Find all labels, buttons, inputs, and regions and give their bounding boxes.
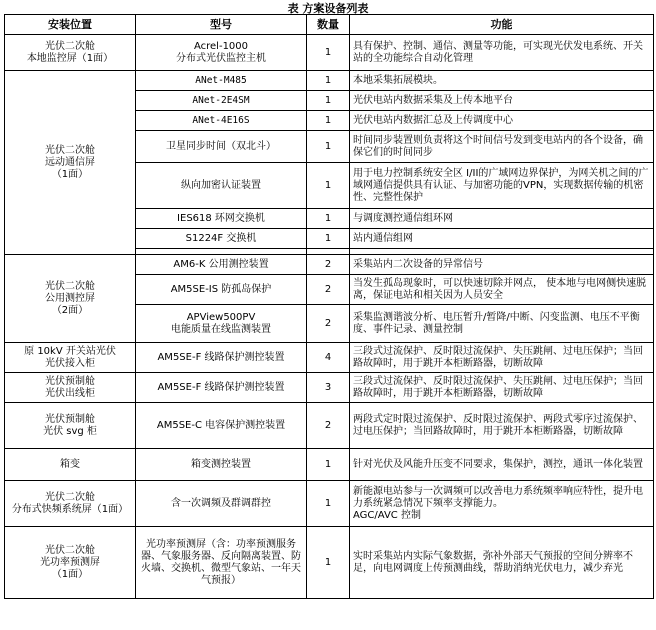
cell-location: 光伏预制舱 光伏 svg 柜 (5, 403, 136, 449)
table-row (5, 449, 654, 481)
cell-quantity: 1 (307, 71, 350, 91)
cell-location: 光伏二次舱 公用测控屏 （2面） (5, 255, 136, 343)
table-row (5, 373, 654, 403)
cell-location: 光伏二次舱 本地监控屏（1面） (5, 35, 136, 71)
cell-location: 光伏二次舱 分布式快频系统屏（1面） (5, 481, 136, 527)
cell-function: 当发生孤岛现象时，可以快速切除并网点， 使本地与电网侧快速脱离，保证电站和相关因为人员安全 (350, 275, 654, 305)
cell-location: 光伏预制舱 光伏出线柜 (5, 373, 136, 403)
cell-location: 箱变 (5, 449, 136, 481)
table-header-row (5, 15, 654, 35)
cell-model: ANet-4E16S (136, 111, 307, 131)
cell-function: 用于电力控制系统安全区 I/II的广域网边界保护，为网关机之间的广域网通信提供具有认证、与加密功能的VPN，实现数据传输的机密性、完整性保护 (350, 163, 654, 209)
header-function: 功能 (350, 15, 654, 35)
cell-quantity: 1 (307, 111, 350, 131)
header-model: 型号 (136, 15, 307, 35)
cell-quantity: 2 (307, 305, 350, 343)
table-row (5, 527, 654, 599)
cell-function: 具有保护、控制、通信、测量等功能，可实现光伏发电系统、开关站的全功能综合自动化管理 (350, 35, 654, 71)
table-row (5, 403, 654, 449)
cell-quantity: 2 (307, 255, 350, 275)
cell-model: 箱变测控装置 (136, 449, 307, 481)
header-location: 安装位置 (5, 15, 136, 35)
table-row (5, 255, 654, 275)
cell-location: 光伏二次舱 光功率预测屏 （1面） (5, 527, 136, 599)
cell-model: Acrel-1000 分布式光伏监控主机 (136, 35, 307, 71)
header-quantity: 数量 (307, 15, 350, 35)
cell-function: 光伏电站内数据采集及上传本地平台 (350, 91, 654, 111)
cell-quantity: 1 (307, 229, 350, 249)
cell-quantity: 1 (307, 35, 350, 71)
cell-function: 三段式过流保护、反时限过流保护、失压跳闸、过电压保护；当回路故障时，用于跳开本柜断路器，切断故障 (350, 373, 654, 403)
cell-quantity: 1 (307, 481, 350, 527)
cell-location: 光伏二次舱 远动通信屏 （1面） (5, 71, 136, 255)
cell-model: AM6-K 公用测控装置 (136, 255, 307, 275)
cell-function: 采集站内二次设备的异常信号 (350, 255, 654, 275)
cell-function: 新能源电站参与一次调频可以改善电力系统频率响应特性，提升电力系统紧急情况下频率支撑能力。 AGC/AVC 控制 (350, 481, 654, 527)
cell-function: 光伏电站内数据汇总及上传调度中心 (350, 111, 654, 131)
cell-quantity: 1 (307, 209, 350, 229)
table-row (5, 481, 654, 527)
cell-quantity: 1 (307, 163, 350, 209)
cell-model: S1224F 交换机 (136, 229, 307, 249)
cell-quantity: 1 (307, 449, 350, 481)
cell-quantity: 2 (307, 275, 350, 305)
cell-function: 采集监测谐波分析、电压暂升/暂降/中断、闪变监测、电压不平衡度、事件记录、测量控制 (350, 305, 654, 343)
equipment-table (4, 14, 654, 599)
cell-model: AM5SE-IS 防孤岛保护 (136, 275, 307, 305)
cell-model: APView500PV 电能质量在线监测装置 (136, 305, 307, 343)
table-caption: 表 方案设备列表 (287, 2, 369, 15)
cell-model: ANet-2E4SM (136, 91, 307, 111)
cell-function: 本地采集拓展模块。 (350, 71, 654, 91)
cell-quantity: 1 (307, 527, 350, 599)
cell-function: 实时采集站内实际气象数据，弥补外部天气预报的空间分辨率不足，向电网调度上传预测曲线，帮助消纳光伏电力，减少弃光 (350, 527, 654, 599)
cell-model: 纵向加密认证装置 (136, 163, 307, 209)
cell-model: AM5SE-C 电容保护测控装置 (136, 403, 307, 449)
cell-quantity: 1 (307, 91, 350, 111)
cell-function: 针对光伏及风能升压变不同要求，集保护，测控，通讯一体化装置 (350, 449, 654, 481)
cell-function: 两段式定时限过流保护、反时限过流保护、两段式零序过流保护、过电压保护；当回路故障时，用于跳开本柜断路器，切断故障 (350, 403, 654, 449)
cell-model: ANet-M485 (136, 71, 307, 91)
cell-model: IES618 环网交换机 (136, 209, 307, 229)
cell-model: 卫星同步时间（双北斗） (136, 131, 307, 163)
cell-quantity: 2 (307, 403, 350, 449)
table-row (5, 71, 654, 91)
cell-function: 时间同步装置则负责将这个时间信号发到变电站内的各个设备，确保它们的时间同步 (350, 131, 654, 163)
cell-function: 三段式过流保护、反时限过流保护、失压跳闸、过电压保护；当回路故障时，用于跳开本柜断路器，切断故障 (350, 343, 654, 373)
cell-quantity: 1 (307, 131, 350, 163)
cell-location: 原 10kV 开关站光伏 光伏接入柜 (5, 343, 136, 373)
cell-model: 光功率预测屏（含：功率预测服务器、气象服务器、反向隔离装置、防火墙、交换机、微型气象站、一年天气预报） (136, 527, 307, 599)
table-row (5, 343, 654, 373)
cell-model: AM5SE-F 线路保护测控装置 (136, 343, 307, 373)
cell-quantity: 4 (307, 343, 350, 373)
cell-model: 含一次调频及群调群控 (136, 481, 307, 527)
cell-model: AM5SE-F 线路保护测控装置 (136, 373, 307, 403)
cell-quantity: 3 (307, 373, 350, 403)
table-row (5, 35, 654, 71)
cell-function: 与调度测控通信组环网 (350, 209, 654, 229)
cell-function: 站内通信组网 (350, 229, 654, 249)
